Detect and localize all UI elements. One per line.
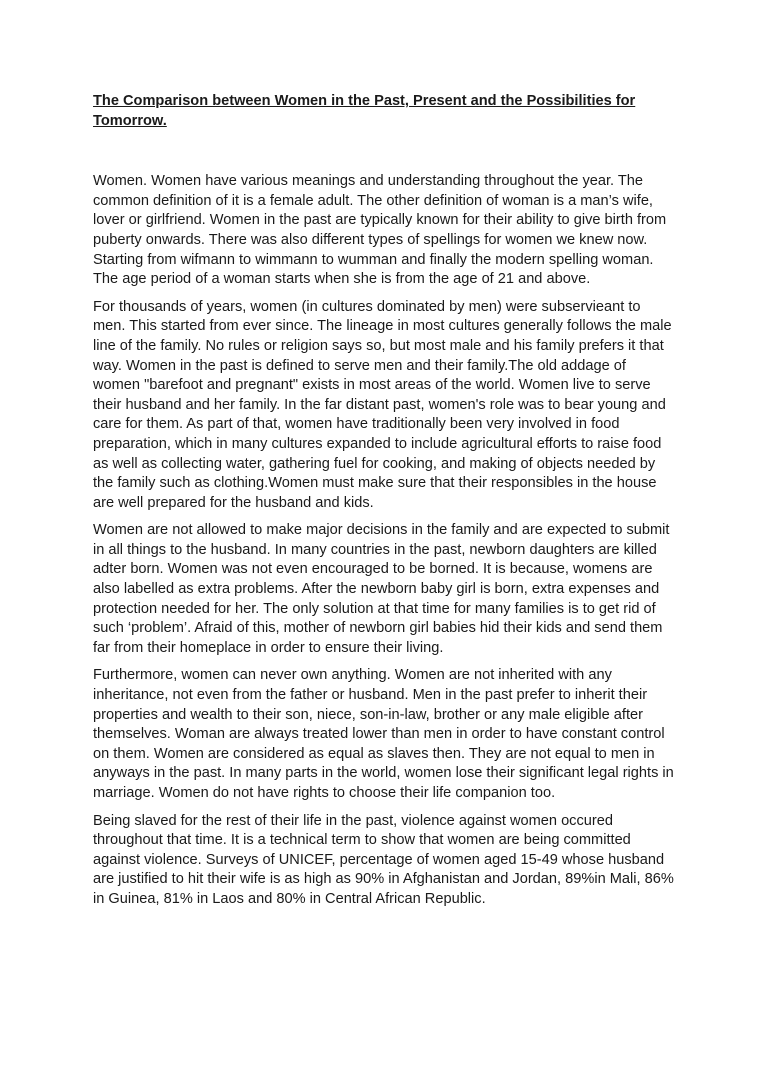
paragraph-3: Women are not allowed to make major decisions in the family and are expected to submit in all things to the husband. In many countries in the past, newborn daughters are killed adter born. Women was not even encouraged to be borned. It is because, womens are also labelled as extra problems. After the newborn baby girl is born, extra expenses and protection needed for her. The only solution at that time for many families is to get rid of such ‘problem’. Afraid of this, mother of newborn girl babies hid their kids and send them far from their homeplace in order to ensure their living. bbox=[93, 522, 670, 656]
document-body bbox=[93, 172, 675, 909]
document-content bbox=[93, 92, 675, 918]
paragraph-1: Women. Women have various meanings and understanding throughout the year. The common definition of it is a female adult. The other definition of woman is a man’s wife, lover or girlfriend. Women in the past are typically known for their ability to give birth from puberty onwards. There was also different types of spellings for women we knew now. Starting from wifmann to wimmann to wumman and finally the modern spelling woman. The age period of a woman starts when she is from the age of 21 and above. bbox=[93, 173, 667, 288]
document-title: The Comparison between Women in the Past, Present and the Possibilities for Tomorrow. bbox=[93, 93, 636, 129]
paragraph-4: Furthermore, women can never own anything. Women are not inherited with any inheritance, not even from the father or husband. Men in the past prefer to inherit their properties and wealth to their son, niece, son-in-law, brother or any male eligible after themselves. Woman are always treated lower than men in order to have constant control on them. Women are considered as equal as slaves then. They are not equal to men in anyways in the past. In many parts in the world, women lose their significant legal rights in marriage. Women do not have rights to choose their life companion too. bbox=[93, 667, 674, 801]
paragraph-2: For thousands of years, women (in cultures dominated by men) were subservieant to men. This started from ever since. The lineage in most cultures generally follows the male line of the family. No rules or religion says so, but most male and his family prefers it that way. Women in the past is defined to serve men and their family.The old addage of women "barefoot and pregnant" exists in most areas of the world. Women live to serve their husband and her family. In the far distant past, women's role was to bear young and care for them. As part of that, women have traditionally been very involved in food preparation, which in many cultures expanded to include agricultural efforts to raise food as well as collecting water, gathering fuel for cooking, and making of objects needed by the family such as clothing.Women must make sure that their responsibles in the house are well prepared for the husband and kids. bbox=[93, 298, 672, 511]
paragraph-5: Being slaved for the rest of their life in the past, violence against women occured throughout that time. It is a technical term to show that women are being committed against violence. Surveys of UNICEF, percentage of women aged 15-49 whose husband are justified to hit their wife is as high as 90% in Afghanistan and Jordan, 89%in Mali, 86% in Guinea, 81% in Laos and 80% in Central African Republic. bbox=[93, 812, 674, 907]
